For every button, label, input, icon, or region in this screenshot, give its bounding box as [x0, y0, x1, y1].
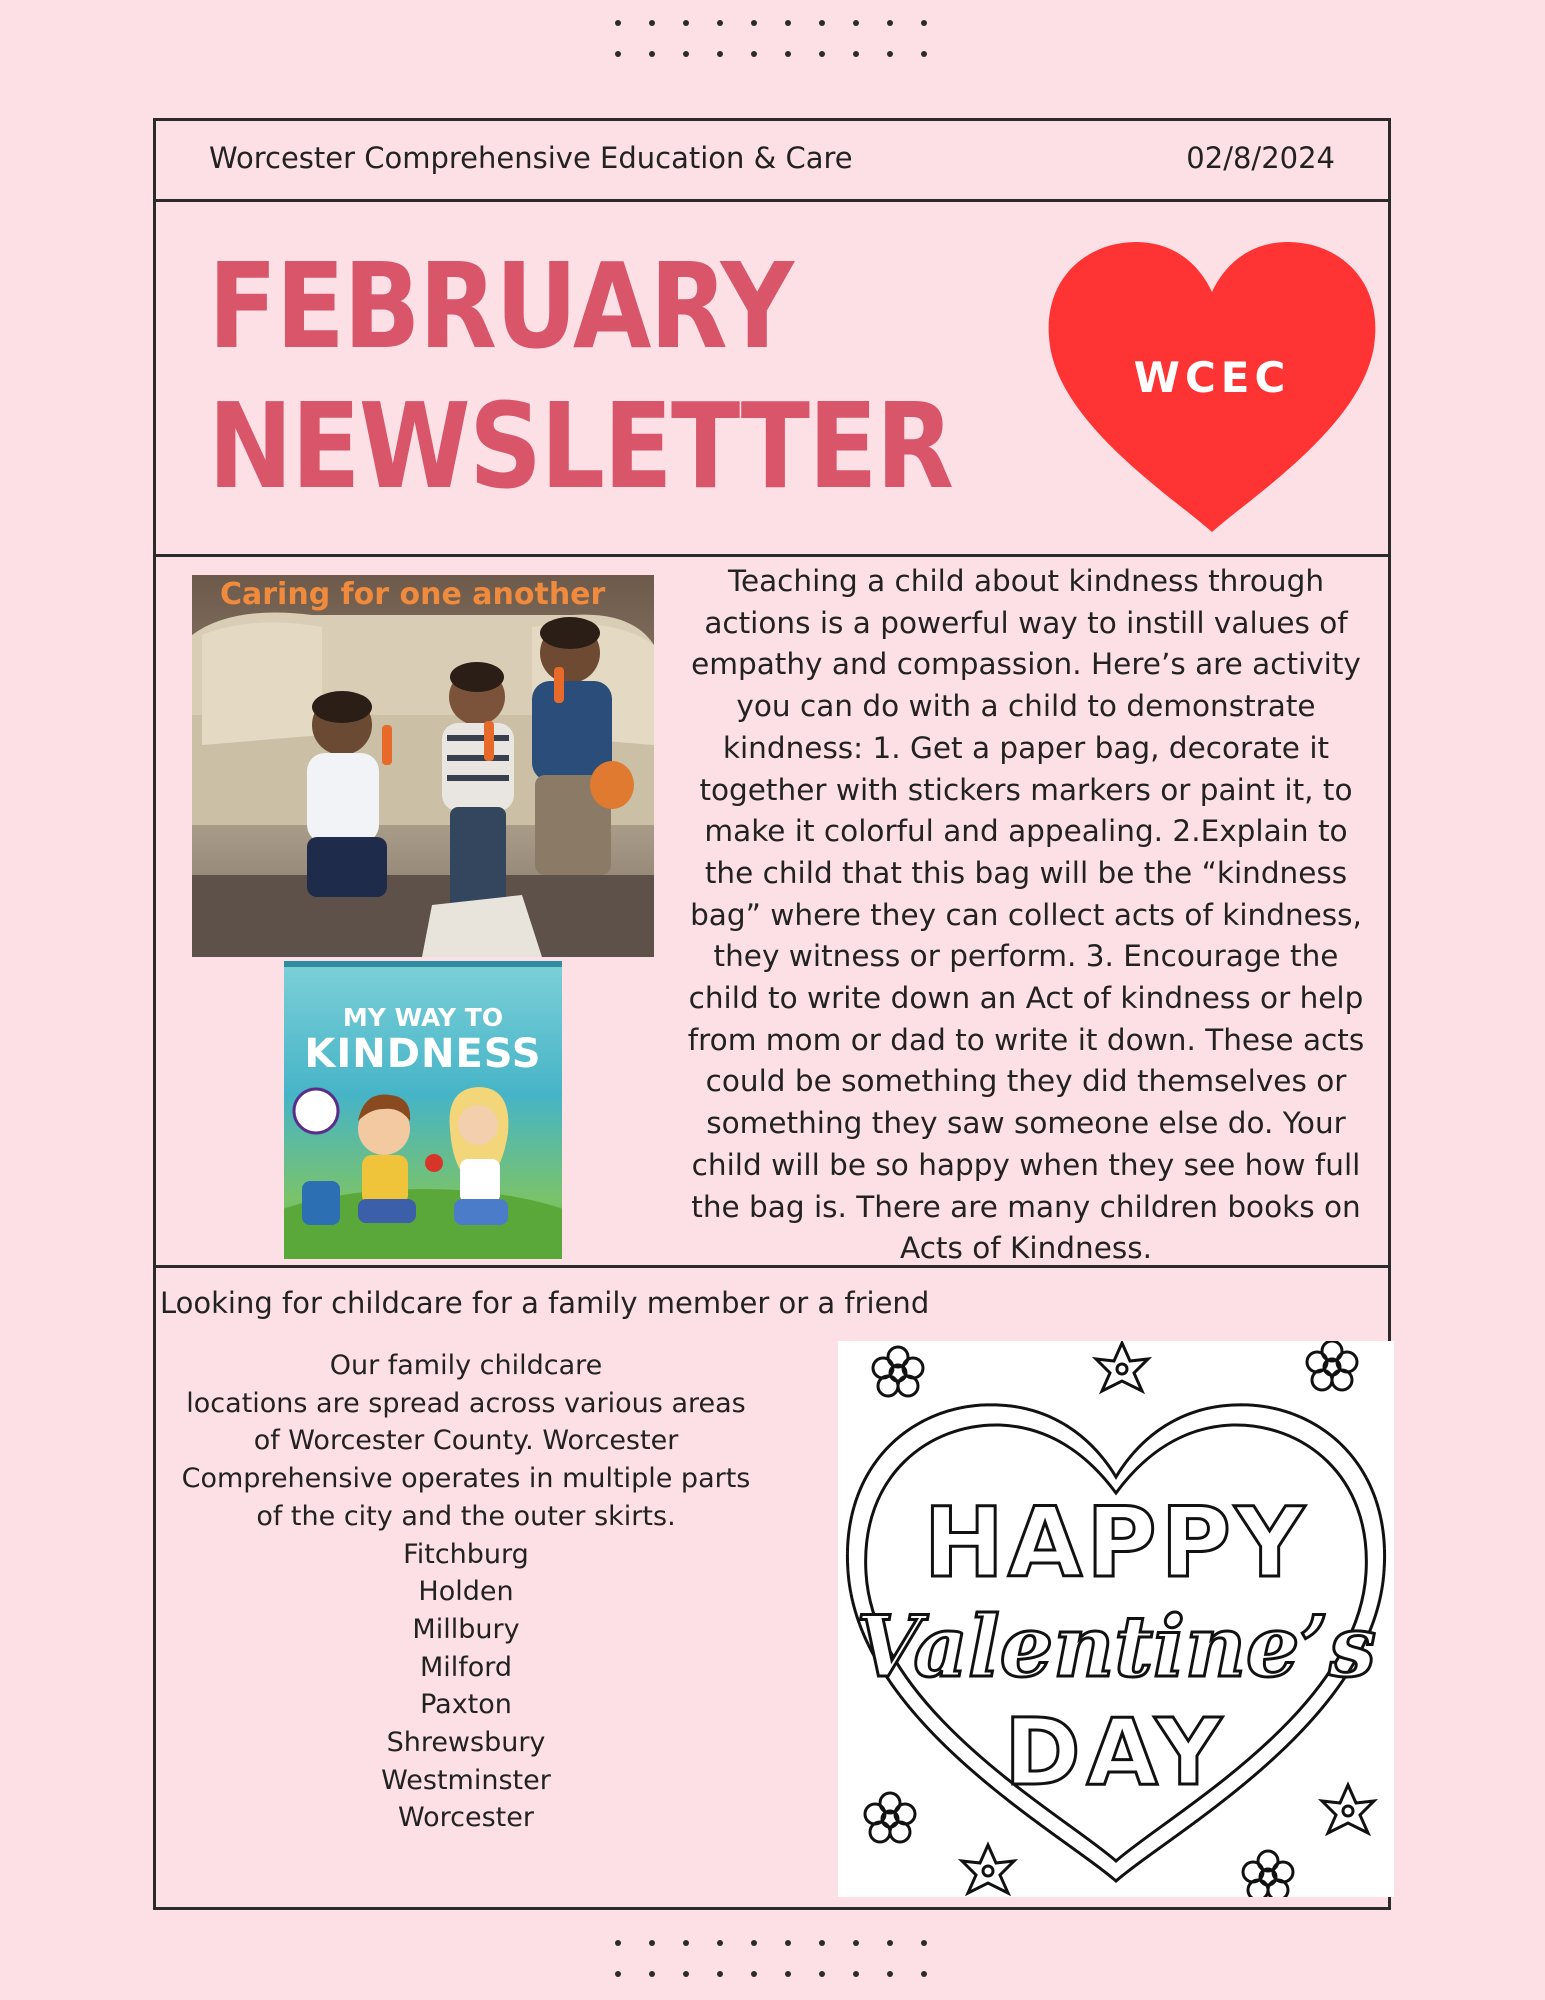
valentine-coloring-page [838, 1341, 1394, 1897]
kindness-divider [156, 1265, 1388, 1268]
newsletter-date: 02/8/2024 [1186, 141, 1335, 175]
childcare-intro-line-1: Our family childcare [329, 1350, 603, 1381]
town-millbury: Millbury [412, 1613, 520, 1645]
coloring-valentines-text: Valentine’s [855, 1597, 1377, 1696]
town-milford: Milford [419, 1651, 513, 1683]
childcare-locations [176, 1347, 756, 1837]
bottom-dot-pattern [612, 1934, 932, 1992]
book-title-top: MY WAY TO [342, 1003, 504, 1032]
wcec-badge-label: WCEC [1133, 353, 1291, 402]
organization-name: Worcester Comprehensive Education & Care [209, 141, 853, 175]
kindness-paragraph: Teaching a child about kindness through actions is a powerful way to instill values of empathy and compassion. Here’s are activity you can do with a child to demonstrate kindness: 1. Get a paper bag, decorate it together with stickers markers or paint it, to make it colorful and appealing. 2.Explain to the child that this bag will be the “kindness bag” where they can collect acts of kindness, they witness or perform. 3. Encourage the child to write down an Act of kindness or help from mom or dad to write it down. These acts could be something they did themselves or something they saw someone else do. Your child will be so happy when they see how full the bag is. There are many children books on Acts of Kindness. [687, 564, 1365, 1266]
book-cover-image [284, 961, 562, 1259]
book-title-main: KINDNESS [304, 1031, 542, 1077]
title-line-1: FEBRUARY [208, 237, 793, 375]
children-photo [192, 575, 654, 957]
photo-caption: Caring for one another [220, 577, 606, 612]
top-dot-pattern [612, 14, 932, 72]
newsletter-title [208, 236, 952, 516]
coloring-day-text: DAY [1004, 1699, 1228, 1806]
kindness-article [676, 561, 1376, 1270]
town-holden: Holden [418, 1576, 514, 1608]
title-line-2: NEWSLETTER [208, 377, 953, 515]
town-worcester: Worcester [398, 1802, 534, 1834]
childcare-heading: Looking for childcare for a family member or a friend [160, 1286, 930, 1320]
town-paxton: Paxton [420, 1689, 512, 1721]
childcare-intro: locations are spread across various areas of Worcester County. Worcester Comprehensive operates in multiple parts of the city and the outer skirts. [181, 1387, 751, 1532]
town-fitchburg: Fitchburg [403, 1538, 529, 1570]
town-shrewsbury: Shrewsbury [386, 1727, 546, 1759]
title-divider [156, 554, 1388, 557]
town-westminster: Westminster [381, 1764, 551, 1796]
newsletter-frame [153, 118, 1391, 1910]
coloring-happy-text: HAPPY [923, 1487, 1309, 1599]
header-divider [156, 199, 1388, 202]
